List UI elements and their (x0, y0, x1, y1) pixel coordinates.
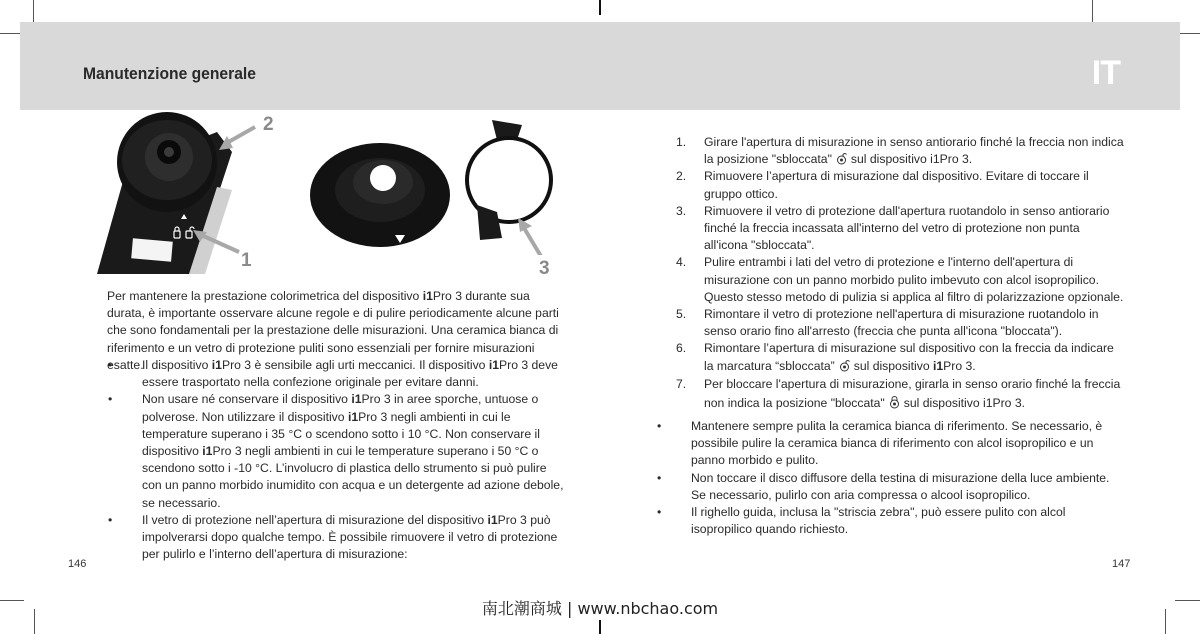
unlock-icon (836, 152, 847, 165)
page-number-left: 146 (68, 558, 87, 570)
crop-mark (33, 0, 34, 22)
step-item: 1. Girare l'apertura di misurazione in senso antiorario finché la freccia non indica la posizione "sbloccata" sul dispositivo i1Pro 3. (676, 135, 1124, 167)
header-band (20, 22, 1180, 110)
watermark: 南北潮商城 | www.nbchao.com (481, 599, 719, 618)
list-item: • Il vetro di protezione nell’apertura di misurazione del dispositivo i1Pro 3 può impolverarsi dopo qualche tempo. È possibile rimuovere il vetro di protezione per pulirlo e l’interno dell’apertura di misurazione: (107, 512, 567, 564)
brand-name: i1 (422, 289, 433, 303)
crop-mark (599, 620, 601, 634)
right-bullet-list (656, 418, 1126, 538)
left-bullet-list (107, 357, 567, 563)
list-item: • Non usare né conservare il dispositivo i1Pro 3 in aree sporche, untuose o polverose. Non utilizzare il dispositivo i1Pro 3 negli ambienti in cui le temperature superano i 35 °C o scendono sotto i 10 °C. Non conservare il dispositivo i1Pro 3 negli ambienti in cui le temperature superano i 50 °C o scendono sotto i -10 °C. L’involucro di plastica dello strumento si può pulire con un panno morbido inumidito con acqua e un detergente ad azione debole, se necessario. (107, 391, 567, 511)
step-item: 6. Rimontare l’apertura di misurazione sul dispositivo con la freccia da indicare la marcatura “sbloccata” sul dispositivo i1Pro 3. (676, 341, 1114, 373)
language-code: IT (1091, 54, 1120, 92)
device-photo (97, 112, 292, 274)
crop-mark (599, 0, 601, 15)
callout-2: 2 (263, 114, 274, 135)
crop-mark (1092, 0, 1093, 22)
step-item: 5. Rimontare il vetro di protezione nell'apertura di misurazione ruotandolo in senso orario fino all'arresto (freccia che punta all'icona "bloccata"). (676, 307, 1099, 339)
procedure-steps (676, 134, 1126, 413)
section-title: Manutenzione generale (83, 64, 256, 83)
protective-glass-photo (462, 120, 557, 279)
unlock-icon (839, 359, 850, 372)
list-item: • Il dispositivo i1Pro 3 è sensibile agli urti meccanici. Il dispositivo i1Pro 3 deve essere trasportato nella confezione originale per evitare danni. (107, 357, 567, 391)
list-item: • Mantenere sempre pulita la ceramica bianca di riferimento. Se necessario, è possibile pulire la ceramica bianca di riferimento con alcol isopropilico e un panno morbido e pulito. (656, 418, 1126, 470)
step-item: 7. Per bloccare l'apertura di misurazione, girarla in senso orario finché la freccia non indica la posizione "bloccata" sul dispositivo i1Pro 3. (676, 376, 1121, 410)
aperture-photo (305, 140, 455, 250)
step-item: 3. Rimuovere il vetro di protezione dall'apertura ruotandolo in senso antiorario finché la freccia incassata all'interno del vetro di protezione non punta all'icona "sbloccata". (676, 203, 1110, 253)
callout-1: 1 (241, 250, 252, 271)
crop-mark (1178, 33, 1200, 34)
intro-text: Pro 3 durante sua durata, è importante osservare alcune regole e di pulire periodicamente alcune parti che sono fondamentali per la prestazione delle misurazioni. Una ceramica bianca di riferimento e un vetro di protezione puliti sono essenziali per fornire misurazioni esatte. (107, 289, 559, 372)
page-number-right: 147 (1112, 558, 1131, 570)
step-item: 2. Rimuovere l’apertura di misurazione dal dispositivo. Evitare di toccare il gruppo ottico. (676, 169, 1089, 201)
step-item: 4. Pulire entrambi i lati del vetro di protezione e l'interno dell'apertura di misurazione con un panno morbido pulito imbevuto con alcol isopropilico. Questo stesso metodo di pulizia si applica al filtro di polarizzazione opzionale. (676, 255, 1124, 304)
lock-icon (889, 396, 900, 409)
callout-3: 3 (539, 258, 550, 279)
crop-mark (0, 33, 22, 34)
list-item: • Non toccare il disco diffusore della testina di misurazione della luce ambiente. Se necessario, pulirlo con aria compressa o alcool isopropilico. (656, 470, 1126, 504)
intro-text: Per mantenere la prestazione colorimetrica del dispositivo (107, 289, 423, 303)
list-item: • Il righello guida, inclusa la "striscia zebra", può essere pulito con alcol isopropilico quando richiesto. (656, 504, 1126, 538)
